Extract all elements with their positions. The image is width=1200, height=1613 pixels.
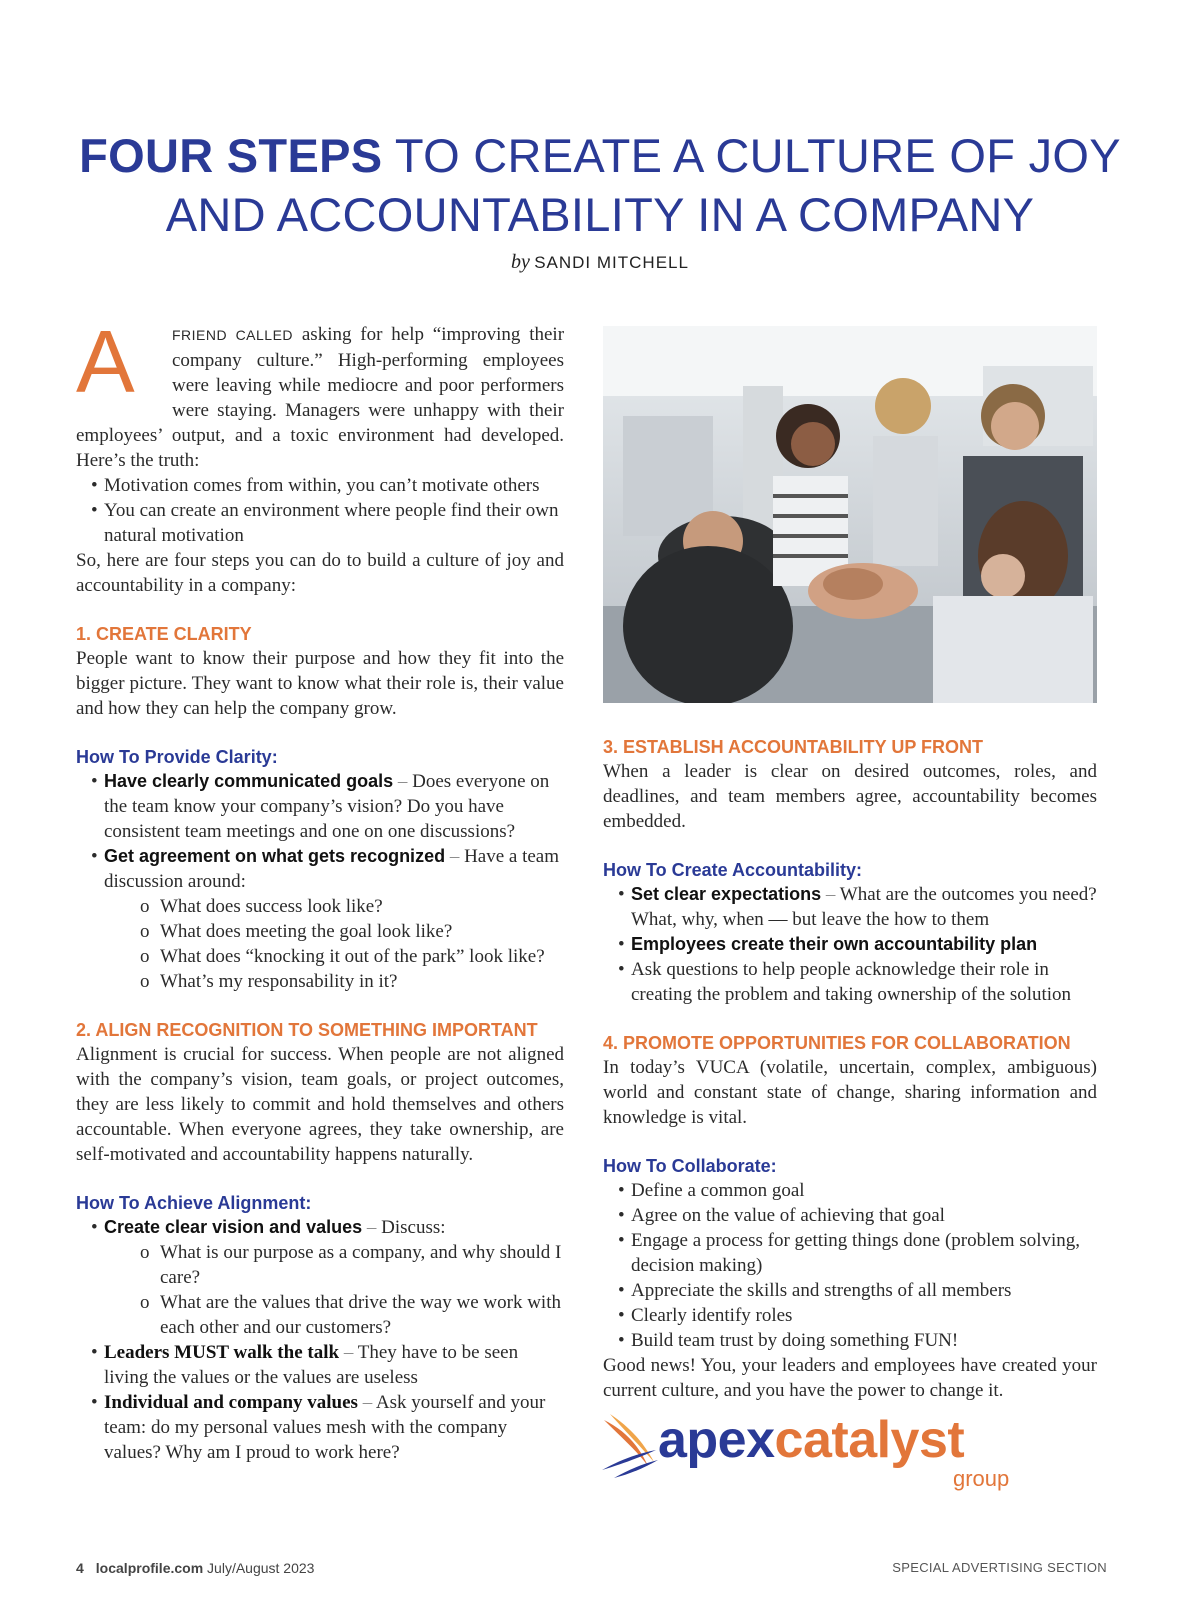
- step2-sublist: [76, 1240, 564, 1340]
- step2-heading: 2. ALIGN RECOGNITION TO SOMETHING IMPORTANT: [76, 1020, 538, 1040]
- intro-bullets: [76, 473, 564, 548]
- list-item: [76, 844, 564, 894]
- list-item: [76, 1215, 564, 1240]
- list-item: • Engage a process for getting things done (problem solving, decision making): [603, 1228, 1097, 1278]
- closing-paragraph: Good news! You, your leaders and employees have created your current culture, and you have the power to change it.: [603, 1355, 1097, 1401]
- list-item: • Motivation comes from within, you can’t motivate others: [76, 473, 564, 498]
- right-column: [603, 735, 1097, 1403]
- team-photo: [603, 326, 1097, 703]
- step4-subheading: How To Collaborate:: [603, 1156, 777, 1176]
- step4-bullets: [603, 1178, 1097, 1353]
- bullet-bold: Individual and company values: [104, 1392, 358, 1413]
- step2-bullets: [76, 1215, 564, 1240]
- apex-catalyst-logo: [600, 1410, 1020, 1490]
- bullet-text: What are the outcomes you need? What, why, when — but leave the how to them: [631, 884, 1097, 930]
- step1-bullets: [76, 769, 564, 894]
- step3-heading: 3. ESTABLISH ACCOUNTABILITY UP FRONT: [603, 737, 984, 757]
- step2-subheading: How To Achieve Alignment:: [76, 1193, 312, 1213]
- logo-apex: apex: [658, 1411, 775, 1469]
- bullet-dash: –: [362, 1217, 382, 1238]
- list-item: • Build team trust by doing something FUN!: [603, 1328, 1097, 1353]
- bullet-text: Ask yourself and your team: do my personal values mesh with the company values? Why am I proud to work here?: [104, 1392, 546, 1463]
- list-item: • Clearly identify roles: [603, 1303, 1097, 1328]
- page-number: 4: [76, 1560, 84, 1576]
- intro-text: asking for help “improving their company culture.” High-performing employees were leaving while mediocre and poor performers were staying. Managers were unhappy with their employees’ output, and a toxic environment had developed. Here’s the truth:: [76, 324, 565, 471]
- logo-catalyst: catalyst: [774, 1411, 965, 1469]
- footer-section-label: SPECIAL ADVERTISING SECTION: [892, 1560, 1107, 1575]
- step1-body: People want to know their purpose and how they fit into the bigger picture. They want to know what their role is, their value and how they can help the company grow.: [76, 648, 564, 719]
- list-item: [603, 932, 1097, 957]
- intro-outro: So, here are four steps you can do to build a culture of joy and accountability in a company:: [76, 550, 564, 596]
- logo-group: group: [953, 1466, 1010, 1491]
- bullet-bold: Get agreement on what gets recognized: [104, 846, 446, 866]
- list-item: [76, 769, 564, 844]
- title-line-1: [0, 126, 1200, 185]
- step1-heading: 1. CREATE CLARITY: [76, 624, 252, 644]
- bullet-dash: –: [445, 846, 465, 867]
- step3-body: When a leader is clear on desired outcomes, roles, and deadlines, and team members agree, accountability becomes embedded.: [603, 761, 1097, 832]
- footer-left: [76, 1560, 314, 1576]
- logo-swoosh-icon: [600, 1410, 662, 1480]
- step2-body: Alignment is crucial for success. When people are not aligned with the company’s vision, team goals, or project outcomes, they are less likely to commit and hold themselves and others accountable. When everyone agrees, they take ownership, are self-motivated and accountability happens naturally.: [76, 1044, 564, 1165]
- footer-issue: July/August 2023: [207, 1560, 315, 1576]
- list-item: o What does meeting the goal look like?: [76, 919, 564, 944]
- bullet-bold: Create clear vision and values: [104, 1217, 363, 1237]
- title-emphasis: FOUR STEPS: [79, 129, 383, 182]
- bullet-text: Have a team discussion around:: [104, 846, 560, 892]
- logo-wordmark: [658, 1410, 964, 1470]
- left-column: [76, 312, 565, 1465]
- step4-heading: 4. PROMOTE OPPORTUNITIES FOR COLLABORATION: [603, 1033, 1071, 1053]
- title-line-2: AND ACCOUNTABILITY IN A COMPANY: [165, 188, 1035, 241]
- list-item: • Agree on the value of achieving that goal: [603, 1203, 1097, 1228]
- byline: [0, 251, 1200, 274]
- step3-bullets: [603, 882, 1097, 1007]
- bullet-dash: –: [339, 1342, 358, 1363]
- list-item: o What does “knocking it out of the park” look like?: [76, 944, 564, 969]
- list-item: [76, 1390, 564, 1465]
- bullet-text: They have to be seen living the values or the values are useless: [104, 1342, 519, 1388]
- list-item: • Appreciate the skills and strengths of all members: [603, 1278, 1097, 1303]
- step2-bullets-more: [76, 1340, 564, 1465]
- team-hands-image: [603, 326, 1097, 703]
- step4-body: In today’s VUCA (volatile, uncertain, complex, ambiguous) world and constant state of change, sharing information and knowledge is vital.: [603, 1057, 1097, 1128]
- step1-subheading: How To Provide Clarity:: [76, 747, 278, 767]
- footer-site[interactable]: localprofile.com: [95, 1560, 204, 1576]
- bullet-dash: –: [393, 771, 413, 792]
- list-item: [76, 1340, 564, 1390]
- bullet-text: Discuss:: [381, 1217, 446, 1238]
- bullet-bold: Set clear expectations: [631, 884, 822, 904]
- bullet-bold: Have clearly communicated goals: [104, 771, 394, 791]
- list-item: o What are the values that drive the way we work with each other and our customers?: [76, 1290, 564, 1340]
- bullet-dash: –: [821, 884, 840, 905]
- bullet-text: Does everyone on the team know your company’s vision? Do you have consistent team meetings and one on one discussions?: [104, 771, 550, 842]
- list-item: • You can create an environment where people find their own natural motivation: [76, 498, 564, 548]
- title-line-1-rest: TO CREATE A CULTURE OF JOY: [394, 129, 1121, 182]
- list-item: o What’s my responsability in it?: [76, 969, 564, 994]
- drop-cap: A: [76, 312, 135, 411]
- lead-caps: FRIEND CALLED: [172, 327, 294, 343]
- step3-subheading: How To Create Accountability:: [603, 860, 863, 880]
- step1-sublist: [76, 894, 564, 994]
- bullet-bold: Employees create their own accountability plan: [631, 934, 1038, 954]
- bullet-dash: –: [357, 1392, 376, 1413]
- list-item: o What is our purpose as a company, and why should I care?: [76, 1240, 564, 1290]
- bullet-bold: Leaders MUST walk the talk: [104, 1342, 340, 1363]
- list-item: • Define a common goal: [603, 1178, 1097, 1203]
- byline-author: SANDI MITCHELL: [534, 253, 689, 272]
- byline-by: by: [511, 251, 530, 273]
- list-item: • Ask questions to help people acknowledge their role in creating the problem and taking ownership of the solution: [603, 957, 1097, 1007]
- list-item: o What does success look like?: [76, 894, 564, 919]
- list-item: [603, 882, 1097, 932]
- article-title: [0, 126, 1200, 244]
